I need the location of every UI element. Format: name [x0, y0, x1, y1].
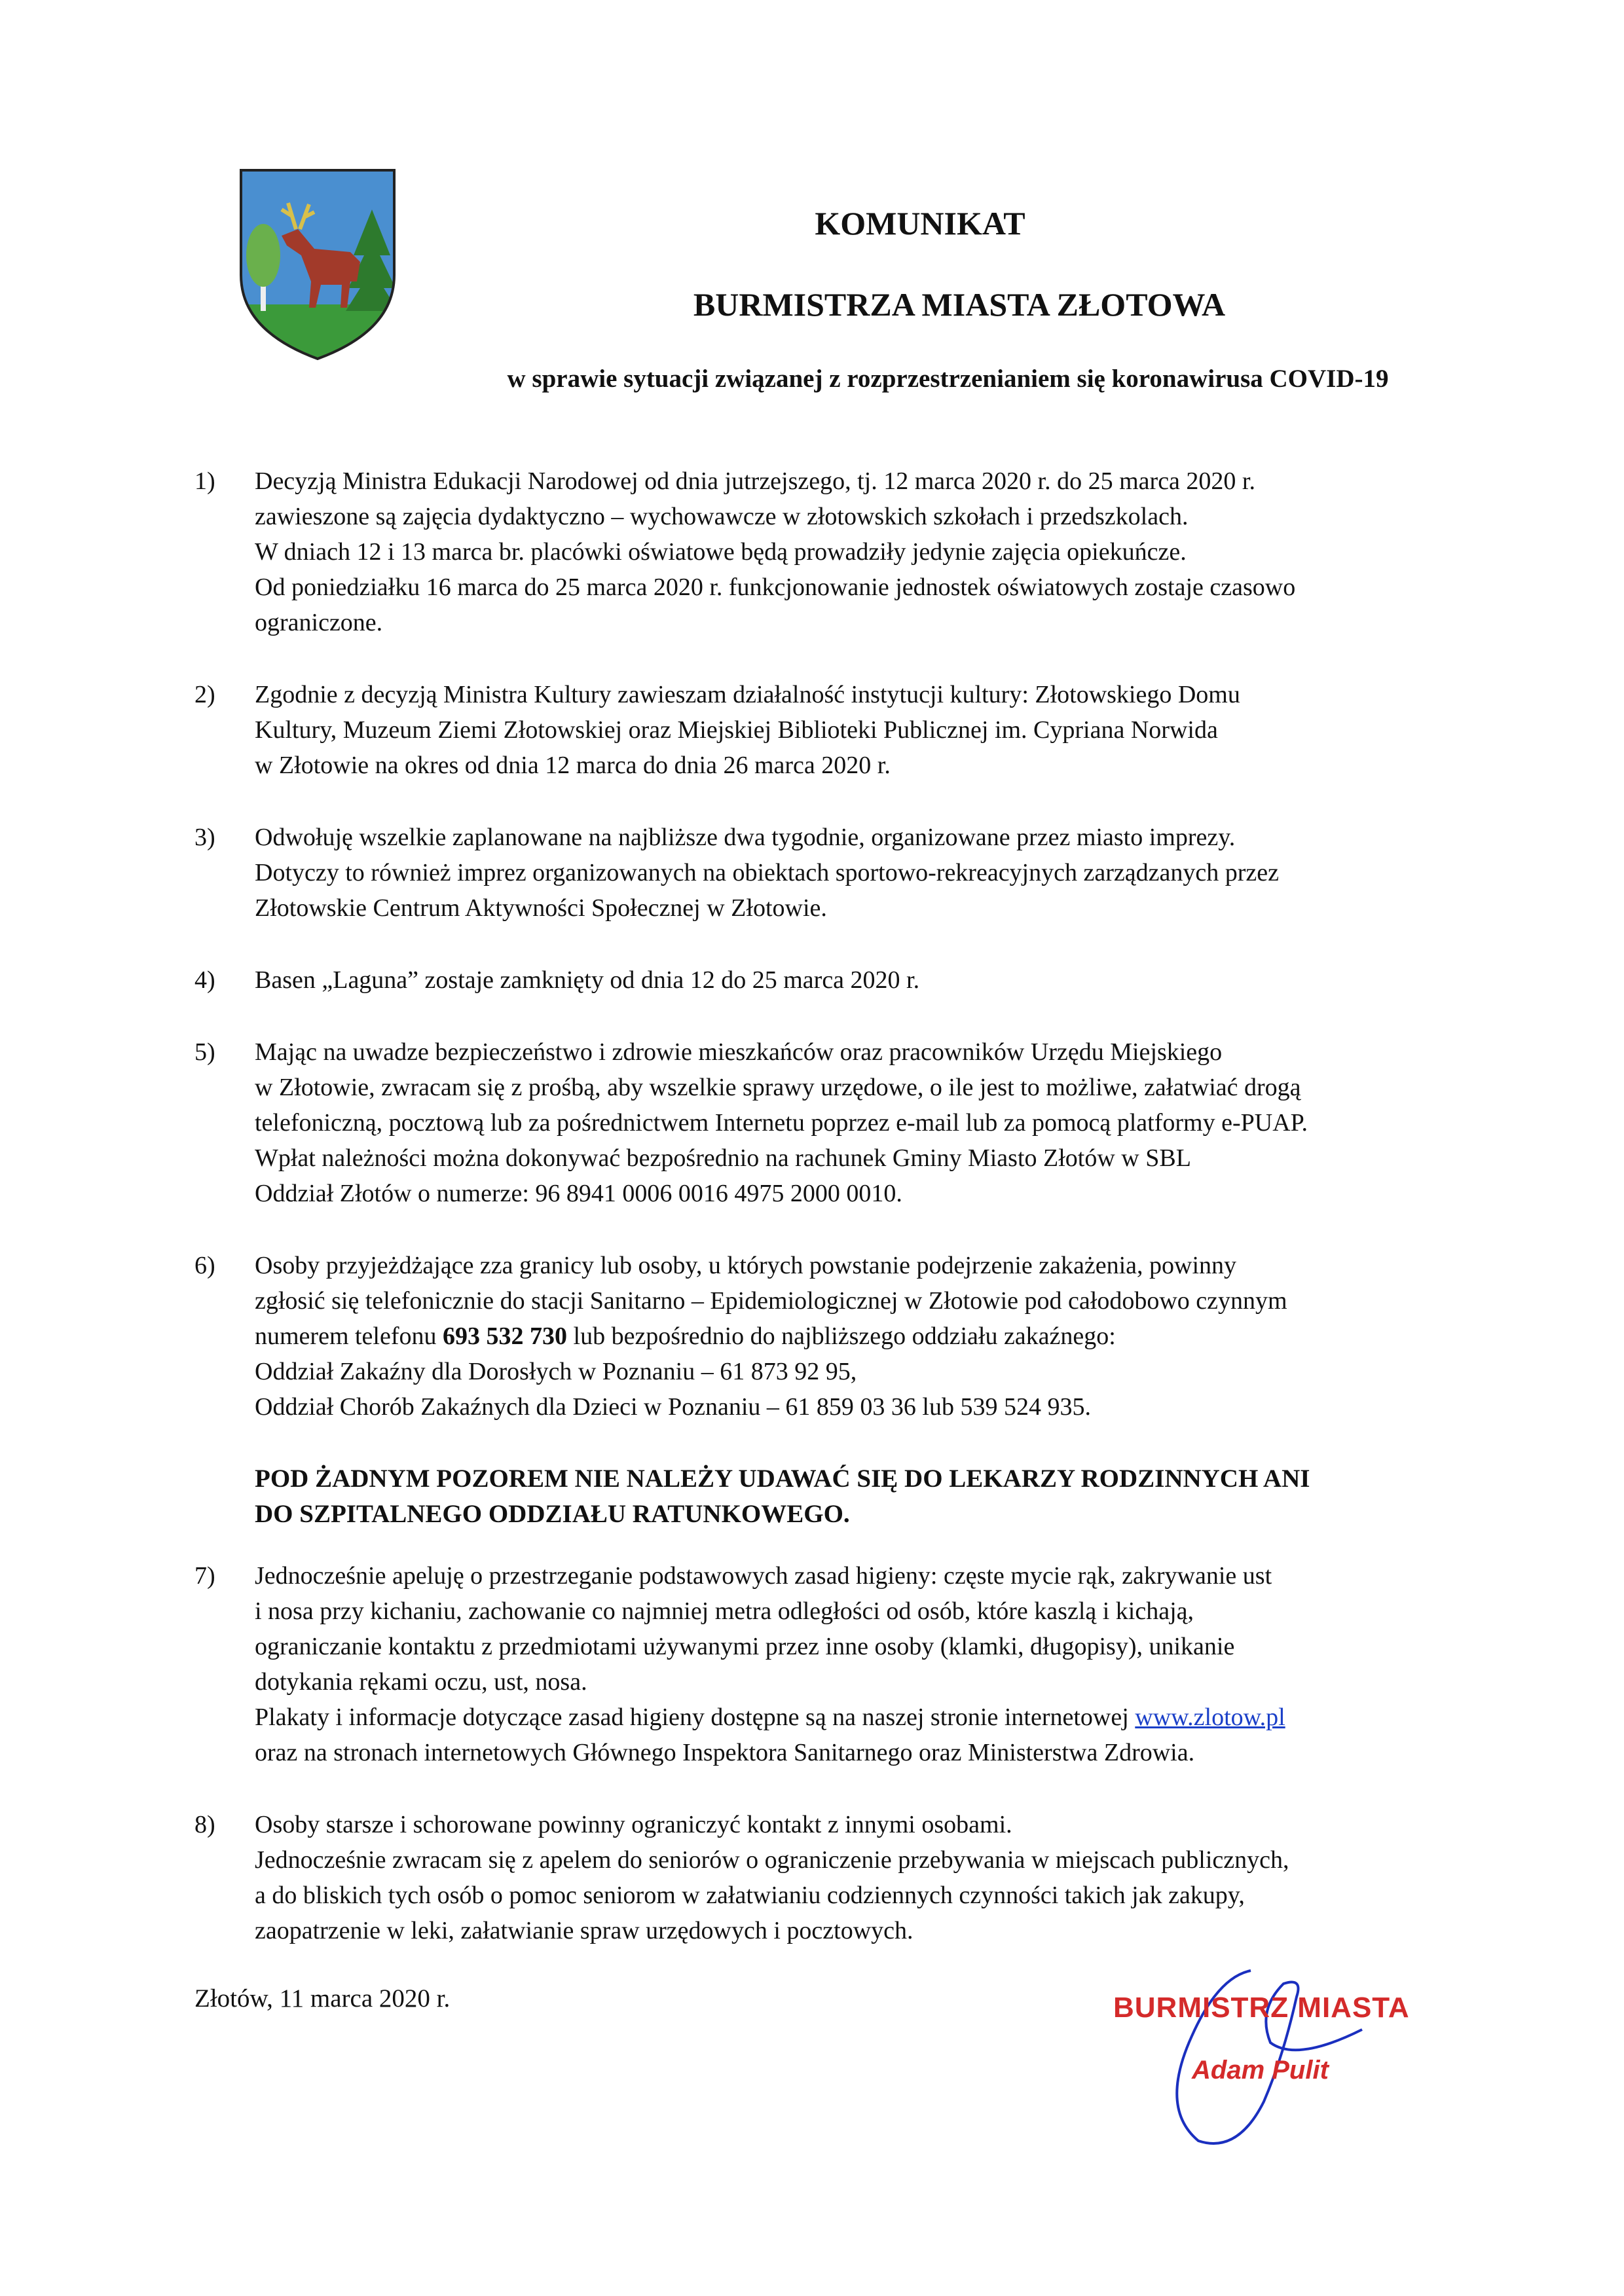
warning-notice: [194, 1461, 1493, 1532]
item-text: ograniczone.: [255, 609, 383, 636]
list-item: [194, 962, 1493, 998]
item-number: 7): [194, 1562, 215, 1590]
document-subtitle: BURMISTRZA MIASTA ZŁOTOWA: [693, 286, 1226, 323]
place-and-date: Złotów, 11 marca 2020 r.: [194, 1984, 451, 2013]
stamp-title: BURMISTRZ MIASTA: [1113, 1992, 1410, 2024]
warning-text: DO SZPITALNEGO ODDZIAŁU RATUNKOWEGO.: [255, 1500, 850, 1528]
stamp-name: Adam Pulit: [1192, 2056, 1329, 2085]
item-number: 2): [194, 681, 215, 708]
item-text: w Złotowie na okres od dnia 12 marca do dnia 26 marca 2020 r.: [255, 752, 891, 779]
item-text: Od poniedziałku 16 marca do 25 marca 2020 r. funkcjonowanie jednostek oświatowych zostaje czasowo: [255, 574, 1296, 601]
item-text: ograniczanie kontaktu z przedmiotami używanymi przez inne osoby (klamki, długopisy), unikanie: [255, 1633, 1235, 1660]
item-text: w Złotowie, zwracam się z prośbą, aby wszelkie sprawy urzędowe, o ile jest to możliwe, załatwiać drogą: [255, 1074, 1301, 1101]
list-item: [194, 820, 1493, 926]
warning-text: POD ŻADNYM POZOREM NIE NALEŻY UDAWAĆ SIĘ DO LEKARZY RODZINNYCH ANI: [255, 1465, 1310, 1493]
item-text: i nosa przy kichaniu, zachowanie co najmniej metra odległości od osób, które kaszlą i kichają,: [255, 1597, 1194, 1625]
item-text: Basen „Laguna” zostaje zamknięty od dnia 12 do 25 marca 2020 r.: [255, 966, 920, 994]
item-number: 8): [194, 1811, 215, 1838]
item-text-part: lub bezpośrednio do najbliższego oddziału zakaźnego:: [567, 1322, 1116, 1350]
item-text: Oddział Złotów o numerze: 96 8941 0006 0016 4975 2000 0010.: [255, 1180, 902, 1207]
item-text: Oddział Chorób Zakaźnych dla Dzieci w Poznaniu – 61 859 03 36 lub 539 524 935.: [255, 1393, 1091, 1421]
item-text: Mając na uwadze bezpieczeństwo i zdrowie mieszkańców oraz pracowników Urzędu Miejskiego: [255, 1038, 1223, 1066]
item-text: oraz na stronach internetowych Głównego Inspektora Sanitarnego oraz Ministerstwa Zdrowia.: [255, 1739, 1195, 1766]
document-title: KOMUNIKAT: [815, 205, 1025, 242]
item-text: Złotowskie Centrum Aktywności Społecznej w Złotowie.: [255, 894, 827, 922]
item-text: Osoby starsze i schorowane powinny ograniczyć kontakt z innymi osobami.: [255, 1811, 1012, 1838]
website-link[interactable]: www.zlotow.pl: [1135, 1704, 1285, 1731]
item-number: 4): [194, 966, 215, 994]
list-item: [194, 677, 1493, 783]
item-text: Jednocześnie zwracam się z apelem do seniorów o ograniczenie przebywania w miejscach publicznych,: [255, 1846, 1289, 1874]
item-text: Odwołuję wszelkie zaplanowane na najbliższe dwa tygodnie, organizowane przez miasto imprezy.: [255, 824, 1236, 851]
list-item: [194, 464, 1493, 640]
phone-number: 693 532 730: [443, 1322, 568, 1350]
item-text: W dniach 12 i 13 marca br. placówki oświatowe będą prowadziły jedynie zajęcia opiekuńcze.: [255, 538, 1187, 566]
item-number: 5): [194, 1038, 215, 1066]
item-text: Osoby przyjeżdżające zza granicy lub osoby, u których powstanie podejrzenie zakażenia, powinny: [255, 1252, 1236, 1279]
announcement-list: [194, 464, 1493, 1985]
item-text: [255, 1319, 1493, 1354]
item-text: Oddział Zakaźny dla Dorosłych w Poznaniu – 61 873 92 95,: [255, 1358, 857, 1385]
item-text: Dotyczy to również imprez organizowanych na obiektach sportowo-rekreacyjnych zarządzanych przez: [255, 859, 1279, 886]
item-text-part: Plakaty i informacje dotyczące zasad higieny dostępne są na naszej stronie internetowej: [255, 1704, 1135, 1731]
item-text: Decyzją Ministra Edukacji Narodowej od dnia jutrzejszego, tj. 12 marca 2020 r. do 25 marca 2020 r.: [255, 467, 1255, 495]
item-text-part: numerem telefonu: [255, 1322, 443, 1350]
item-text: Kultury, Muzeum Ziemi Złotowskiej oraz Miejskiej Biblioteki Publicznej im. Cypriana Norwida: [255, 716, 1218, 744]
list-item: [194, 1034, 1493, 1211]
item-text: zawieszone są zajęcia dydaktyczno – wychowawcze w złotowskich szkołach i przedszkolach.: [255, 503, 1189, 530]
item-number: 3): [194, 824, 215, 851]
document-topic: w sprawie sytuacji związanej z rozprzestrzenianiem się koronawirusa COVID-19: [507, 365, 1389, 393]
coat-of-arms-icon: [236, 164, 399, 363]
item-text: zaopatrzenie w leki, załatwianie spraw urzędowych i pocztowych.: [255, 1917, 913, 1944]
item-number: 6): [194, 1252, 215, 1279]
item-text: dotykania rękami oczu, ust, nosa.: [255, 1668, 587, 1696]
item-text: Jednocześnie apeluję o przestrzeganie podstawowych zasad higieny: częste mycie rąk, zakrywanie ust: [255, 1562, 1272, 1590]
item-text: telefoniczną, pocztową lub za pośrednictwem Internetu poprzez e-mail lub za pomocą platformy e-PUAP.: [255, 1109, 1308, 1137]
item-text: a do bliskich tych osób o pomoc seniorom w załatwianiu codziennych czynności takich jak zakupy,: [255, 1882, 1245, 1909]
signature-stamp: [1087, 1958, 1480, 2154]
item-number: 1): [194, 467, 215, 495]
list-item: [194, 1248, 1493, 1425]
list-item: [194, 1807, 1493, 1948]
list-item: [194, 1558, 1493, 1770]
item-text: [255, 1700, 1493, 1735]
item-text: Zgodnie z decyzją Ministra Kultury zawieszam działalność instytucji kultury: Złotowskiego Domu: [255, 681, 1240, 708]
item-text: zgłosić się telefonicznie do stacji Sanitarno – Epidemiologicznej w Złotowie pod całodobowo czynnym: [255, 1287, 1287, 1315]
item-text: Wpłat należności można dokonywać bezpośrednio na rachunek Gminy Miasto Złotów w SBL: [255, 1144, 1191, 1172]
